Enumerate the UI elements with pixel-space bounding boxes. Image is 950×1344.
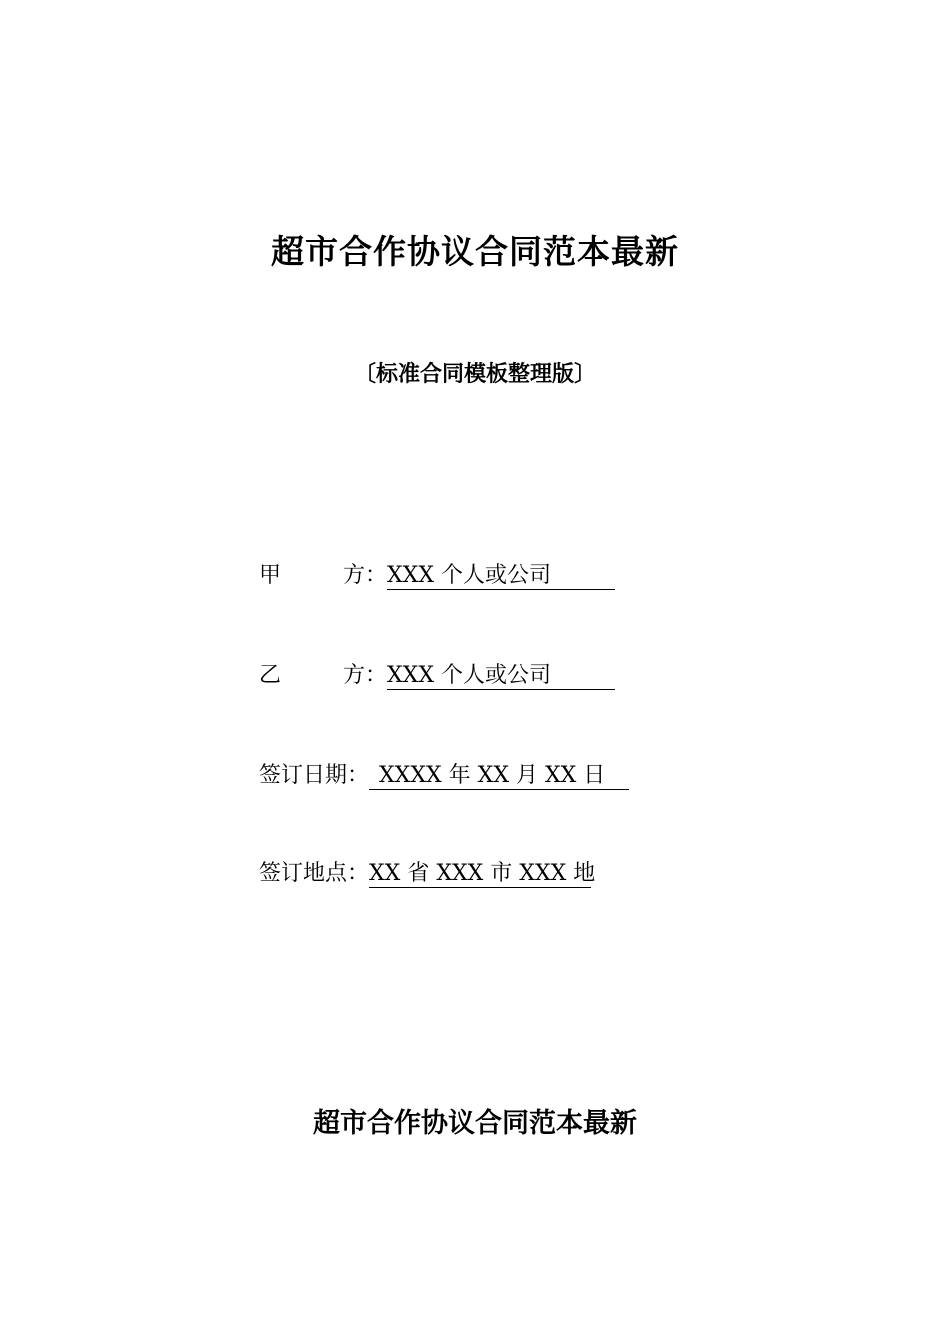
sign-date-value: XXXX 年 XX 月 XX 日 [369, 763, 629, 790]
party-a-field [259, 560, 615, 592]
sign-place-field [259, 858, 596, 890]
party-a-label-char: 甲 [259, 563, 282, 588]
party-b-label [259, 660, 387, 692]
document-title: 超市合作协议合同范本最新 [271, 232, 679, 271]
party-a-label [259, 560, 387, 592]
party-b-label-char: 乙 [259, 663, 282, 688]
party-a-value: XXX 个人或公司 [387, 563, 615, 590]
sign-place-value: XX 省 XXX 市 XXX 地 [369, 861, 596, 886]
party-b-value: XXX 个人或公司 [387, 663, 615, 690]
document-subtitle: 〔标准合同模板整理版〕 [353, 361, 596, 387]
party-b-label-suffix: 方： [342, 663, 387, 688]
sign-date-label: 签订日期： [259, 763, 370, 788]
sign-place-label: 签订地点： [259, 861, 370, 886]
sign-date-field [259, 760, 629, 792]
party-a-label-suffix: 方： [342, 563, 387, 588]
footer-title: 超市合作协议合同范本最新 [313, 1108, 637, 1139]
party-b-field [259, 660, 615, 692]
